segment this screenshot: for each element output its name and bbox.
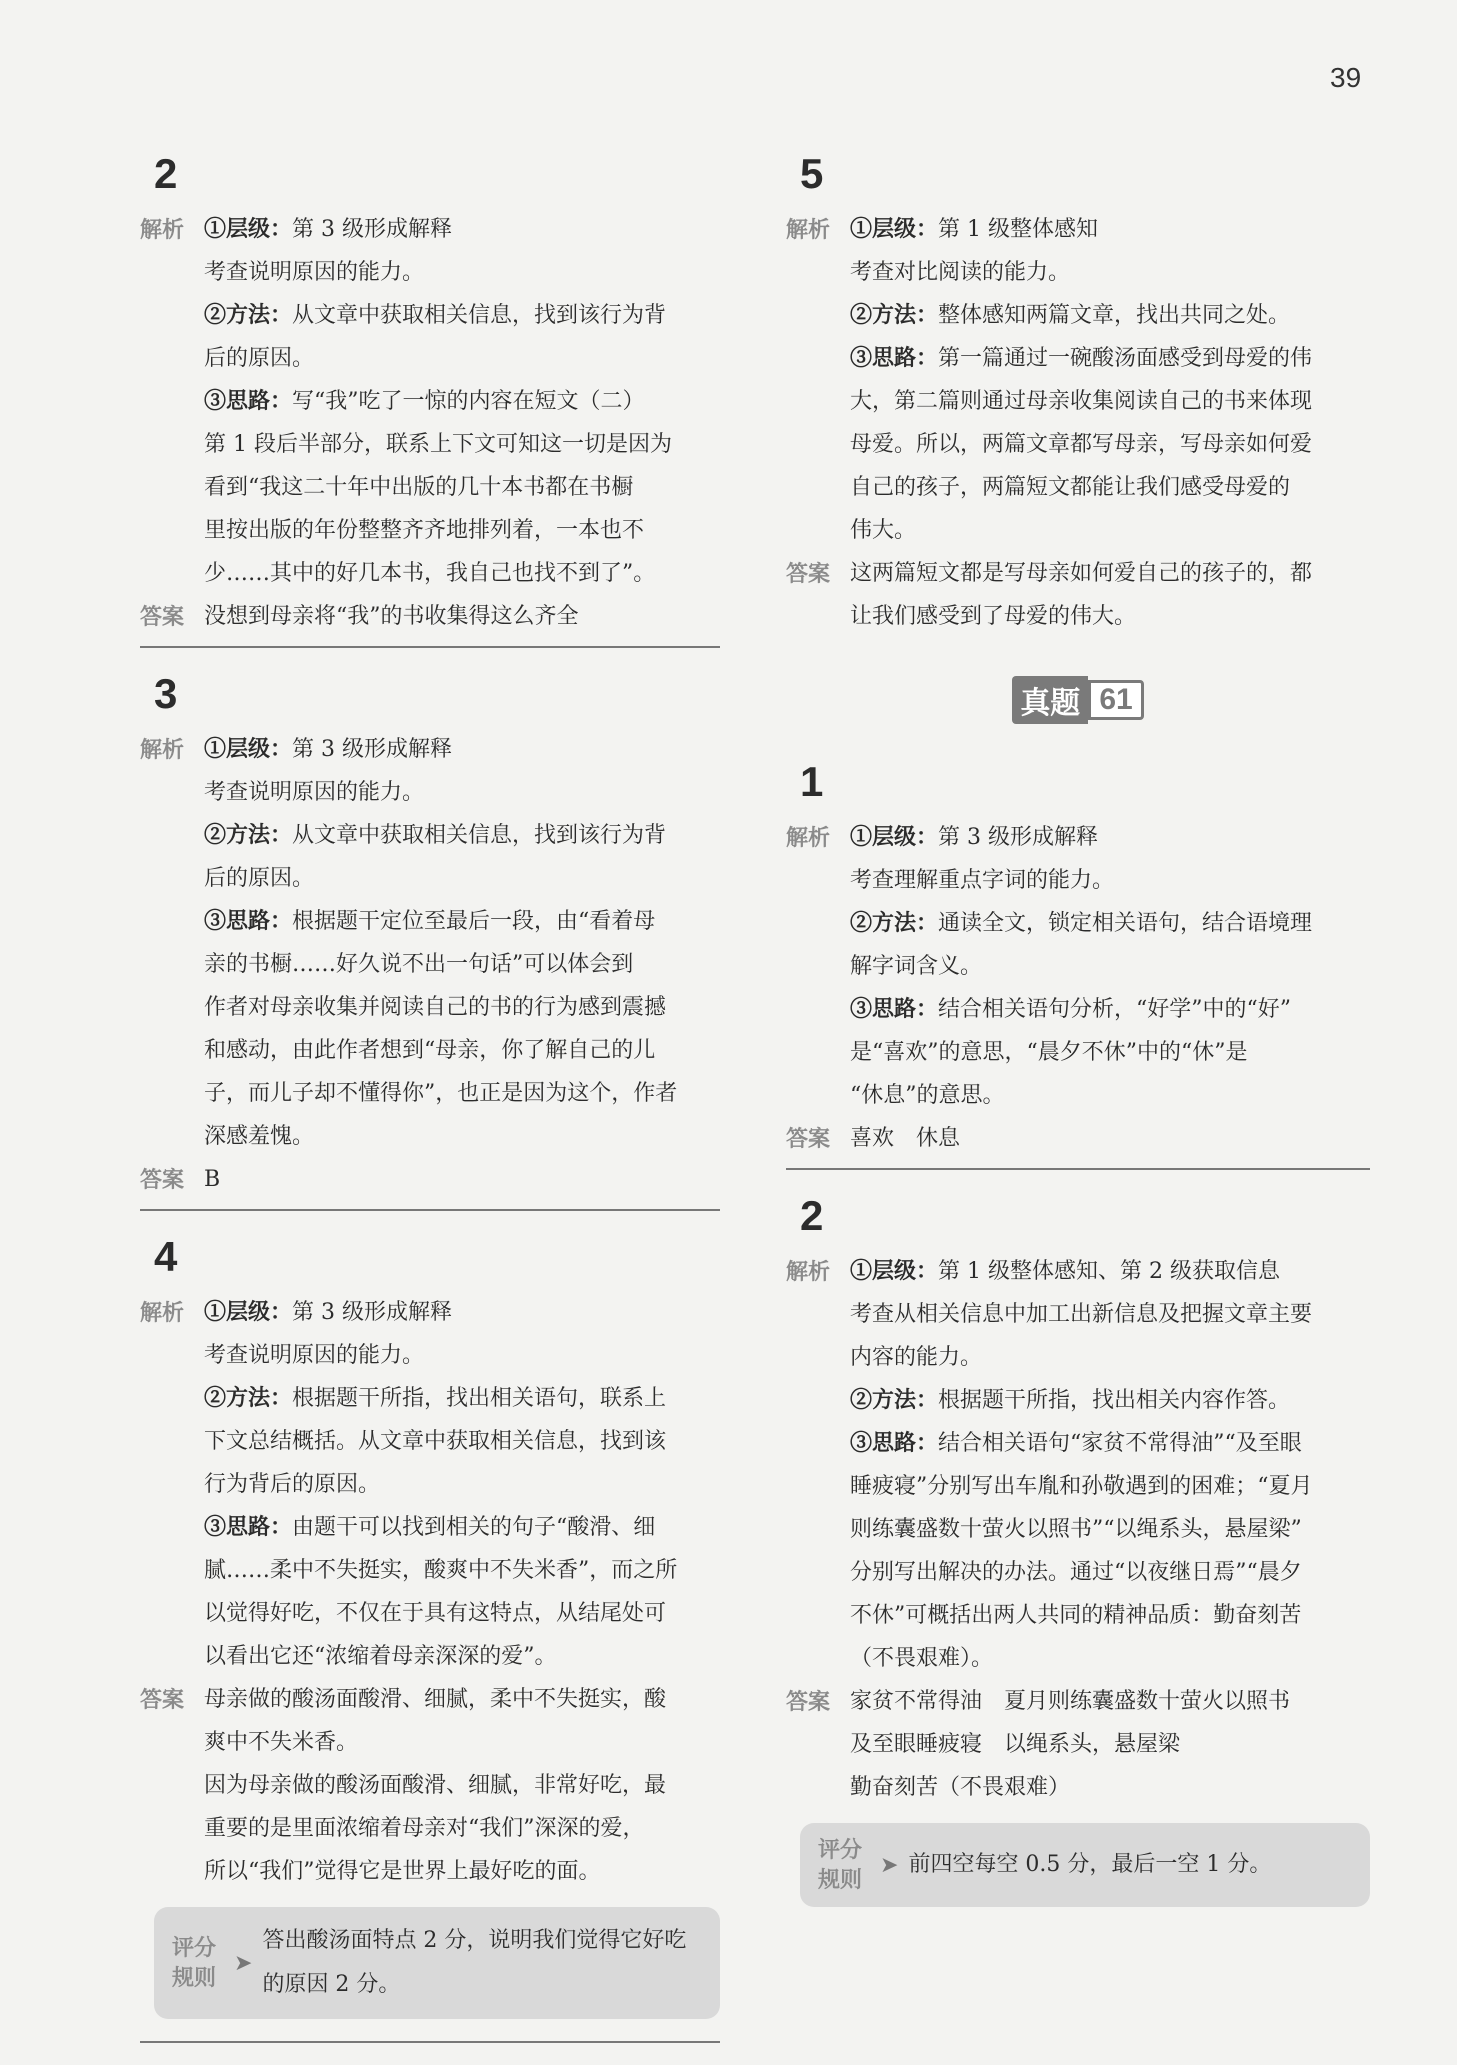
analysis-text: 结合相关语句“家贫不常得油”“及至眼 — [938, 1431, 1302, 1456]
analysis-text: 根据题干定位至最后一段，由“看着母 — [292, 909, 656, 934]
analysis-line — [850, 251, 1370, 294]
analysis-line — [850, 1336, 1370, 1379]
answer-body — [204, 1678, 720, 1893]
analysis-heading: ③思路： — [204, 908, 293, 934]
analysis-line — [850, 294, 1370, 337]
scoring-label-2: 规则 — [818, 1867, 863, 1892]
answer-body — [850, 1117, 1370, 1160]
analysis-text: 母爱。所以，两篇文章都写母亲，写母亲如何爱 — [850, 432, 1313, 457]
analysis-text: 通读全文，锁定相关语句，结合语境理 — [938, 911, 1313, 936]
analysis-line — [850, 1379, 1370, 1422]
analysis-text: 解字词含义。 — [850, 954, 983, 979]
analysis-text: 子，而儿子却不懂得你”，也正是因为这个，作者 — [204, 1081, 678, 1106]
analysis-heading: ②方法： — [850, 910, 939, 936]
analysis-text: 第 1 级整体感知 — [938, 217, 1098, 242]
analysis-line — [204, 900, 720, 943]
text-line: 母亲做的酸汤面酸滑、细腻，柔中不失挺实，酸 — [204, 1687, 667, 1712]
answer-body — [204, 1158, 720, 1201]
analysis-text: 行为背后的原因。 — [204, 1472, 381, 1497]
analysis-text: 由题干可以找到相关的句子“酸滑、细 — [292, 1515, 656, 1540]
question-number: 2 — [800, 1192, 824, 1239]
answer-tag: 答案 — [140, 1167, 185, 1192]
analysis-heading: ③思路： — [850, 345, 939, 371]
analysis-text: 考查理解重点字词的能力。 — [850, 868, 1115, 893]
analysis-line — [850, 1508, 1370, 1551]
analysis-heading: ①层级： — [204, 736, 293, 762]
text-line: 及至眼睡疲寝 以绳系头，悬屋梁 — [850, 1732, 1181, 1757]
analysis-line — [850, 1594, 1370, 1637]
analysis-line — [204, 380, 720, 423]
analysis-body — [204, 728, 720, 1158]
text-line: 让我们感受到了母爱的伟大。 — [850, 604, 1137, 629]
analysis-heading: ①层级： — [204, 216, 293, 242]
analysis-text: 第 3 级形成解释 — [292, 217, 452, 242]
analysis-heading: ②方法： — [204, 302, 293, 328]
analysis-line — [204, 1377, 720, 1420]
question-number: 2 — [154, 150, 178, 197]
analysis-text: 考查说明原因的能力。 — [204, 780, 425, 805]
divider — [786, 1168, 1370, 1170]
analysis-text: 是“喜欢”的意思，“晨夕不休”中的“休”是 — [850, 1040, 1248, 1065]
analysis-line — [850, 423, 1370, 466]
analysis-text: 后的原因。 — [204, 346, 315, 371]
analysis-line — [204, 1592, 720, 1635]
analysis-text: 第 3 级形成解释 — [292, 737, 452, 762]
text-line: 因为母亲做的酸汤面酸滑、细腻，非常好吃，最 — [204, 1773, 667, 1798]
question-2-right — [786, 1192, 1370, 1907]
analysis-line — [204, 1115, 720, 1158]
answer-body — [850, 552, 1370, 638]
analysis-text: 则练囊盛数十萤火以照书”“以绳系头，悬屋梁” — [850, 1517, 1302, 1542]
analysis-text: 第 1 段后半部分，联系上下文可知这一切是因为 — [204, 432, 672, 457]
analysis-heading: ③思路： — [204, 388, 293, 414]
analysis-line — [204, 337, 720, 380]
analysis-text: 不休”可概括出两人共同的精神品质：勤奋刻苦 — [850, 1603, 1302, 1628]
exam-section-header — [786, 676, 1370, 724]
analysis-body — [850, 816, 1370, 1117]
scoring-label-1: 评分 — [172, 1935, 217, 1960]
analysis-body — [850, 1250, 1370, 1680]
analysis-text: 从文章中获取相关信息，找到该行为背 — [292, 303, 667, 328]
answer-tag: 答案 — [140, 1687, 185, 1712]
analysis-text: 从文章中获取相关信息，找到该行为背 — [292, 823, 667, 848]
analysis-text: 根据题干所指，找出相关内容作答。 — [938, 1388, 1291, 1413]
analysis-text: 整体感知两篇文章，找出共同之处。 — [938, 303, 1291, 328]
divider — [140, 1209, 720, 1211]
question-number: 1 — [800, 758, 824, 805]
analysis-heading: ②方法： — [850, 302, 939, 328]
analysis-text: 第 1 级整体感知、第 2 级获取信息 — [938, 1259, 1280, 1284]
analysis-tag: 解析 — [786, 825, 831, 850]
question-3-left — [140, 670, 720, 1211]
question-number: 5 — [800, 150, 824, 197]
analysis-text: 亲的书橱……好久说不出一句话”可以体会到 — [204, 952, 634, 977]
analysis-text: 考查说明原因的能力。 — [204, 260, 425, 285]
analysis-line — [204, 1463, 720, 1506]
analysis-line — [850, 1551, 1370, 1594]
analysis-line — [850, 902, 1370, 945]
analysis-line — [204, 552, 720, 595]
analysis-text: 内容的能力。 — [850, 1345, 983, 1370]
analysis-line — [204, 1029, 720, 1072]
analysis-line — [850, 208, 1370, 251]
text-line: 答出酸汤面特点 2 分，说明我们觉得它好吃 — [262, 1928, 687, 1953]
analysis-heading: ③思路： — [850, 996, 939, 1022]
text-line: 所以“我们”觉得它是世界上最好吃的面。 — [204, 1859, 601, 1884]
analysis-line — [850, 816, 1370, 859]
analysis-text: “休息”的意思。 — [850, 1083, 1005, 1108]
analysis-text: 考查从相关信息中加工出新信息及把握文章主要 — [850, 1302, 1313, 1327]
scoring-rule-text — [908, 1843, 1271, 1887]
analysis-heading: ②方法： — [850, 1387, 939, 1413]
analysis-line — [204, 857, 720, 900]
analysis-text: 睡疲寝”分别写出车胤和孙敬遇到的困难；“夏月 — [850, 1474, 1313, 1499]
analysis-body — [850, 208, 1370, 552]
analysis-text: 自己的孩子，两篇短文都能让我们感受母爱的 — [850, 475, 1291, 500]
analysis-body — [204, 208, 720, 595]
analysis-text: 写“我”吃了一惊的内容在短文（二） — [292, 389, 645, 414]
question-1-right — [786, 758, 1370, 1170]
analysis-line — [850, 337, 1370, 380]
analysis-line — [204, 814, 720, 857]
text-line: 爽中不失米香。 — [204, 1730, 359, 1755]
analysis-text: 以觉得好吃，不仅在于具有这特点，从结尾处可 — [204, 1601, 667, 1626]
analysis-line — [204, 1072, 720, 1115]
analysis-text: 结合相关语句分析，“好学”中的“好” — [938, 997, 1292, 1022]
question-5-right — [786, 150, 1370, 638]
analysis-tag: 解析 — [786, 217, 831, 242]
analysis-heading: ①层级： — [850, 1258, 939, 1284]
analysis-line — [850, 945, 1370, 988]
analysis-text: 伟大。 — [850, 518, 917, 543]
analysis-line — [204, 251, 720, 294]
answer-tag: 答案 — [786, 1689, 831, 1714]
analysis-heading: ①层级： — [850, 824, 939, 850]
analysis-tag: 解析 — [140, 217, 185, 242]
answer-tag: 答案 — [786, 1126, 831, 1151]
text-line: 喜欢 休息 — [850, 1126, 961, 1151]
analysis-tag: 解析 — [140, 737, 185, 762]
text-line: 重要的是里面浓缩着母亲对“我们”深深的爱， — [204, 1816, 645, 1841]
analysis-text: 以看出它还“浓缩着母亲深深的爱”。 — [204, 1644, 557, 1669]
scoring-rule-box — [800, 1823, 1370, 1907]
analysis-line — [204, 943, 720, 986]
analysis-line — [204, 423, 720, 466]
analysis-text: 大，第二篇则通过母亲收集阅读自己的书来体现 — [850, 389, 1313, 414]
analysis-text: 深感羞愧。 — [204, 1124, 315, 1149]
text-line: B — [204, 1167, 221, 1192]
zhenti-label: 真题 — [1012, 676, 1088, 724]
analysis-line — [850, 988, 1370, 1031]
scoring-rule-text — [262, 1919, 686, 2007]
analysis-line — [204, 1549, 720, 1592]
analysis-tag: 解析 — [140, 1300, 185, 1325]
analysis-text: 分别写出解决的办法。通过“以夜继日焉”“晨夕 — [850, 1560, 1302, 1585]
analysis-text: 作者对母亲收集并阅读自己的书的行为感到震撼 — [204, 995, 667, 1020]
analysis-line — [850, 1074, 1370, 1117]
question-4-left — [140, 1233, 720, 2043]
page-number: 39 — [1330, 62, 1362, 93]
text-line: 没想到母亲将“我”的书收集得这么齐全 — [204, 604, 579, 629]
question-2-left — [140, 150, 720, 648]
analysis-line — [850, 859, 1370, 902]
analysis-line — [204, 208, 720, 251]
answer-body — [204, 595, 720, 638]
text-line: 的原因 2 分。 — [262, 1972, 401, 1997]
analysis-line — [204, 728, 720, 771]
analysis-line — [204, 1506, 720, 1549]
analysis-line — [204, 986, 720, 1029]
analysis-line — [204, 1420, 720, 1463]
analysis-line — [850, 380, 1370, 423]
analysis-line — [850, 1293, 1370, 1336]
analysis-line — [850, 1031, 1370, 1074]
analysis-text: 第 3 级形成解释 — [292, 1300, 452, 1325]
analysis-tag: 解析 — [786, 1259, 831, 1284]
zhenti-number: 61 — [1088, 680, 1143, 720]
analysis-heading: ①层级： — [850, 216, 939, 242]
answer-tag: 答案 — [786, 561, 831, 586]
text-line: 勤奋刻苦（不畏艰难） — [850, 1775, 1071, 1800]
question-number: 4 — [154, 1233, 178, 1280]
analysis-line — [204, 1334, 720, 1377]
analysis-line — [850, 466, 1370, 509]
analysis-heading: ②方法： — [204, 1385, 293, 1411]
analysis-line — [204, 1635, 720, 1678]
question-number: 3 — [154, 670, 178, 717]
answer-body — [850, 1680, 1370, 1809]
analysis-line — [204, 509, 720, 552]
arrow-icon: ➤ — [880, 1852, 899, 1878]
analysis-heading: ①层级： — [204, 1299, 293, 1325]
analysis-line — [850, 1637, 1370, 1680]
analysis-body — [204, 1291, 720, 1678]
text-line: 这两篇短文都是写母亲如何爱自己的孩子的，都 — [850, 561, 1313, 586]
analysis-text: 第一篇通过一碗酸汤面感受到母爱的伟 — [938, 346, 1313, 371]
analysis-text: 后的原因。 — [204, 866, 315, 891]
arrow-icon: ➤ — [234, 1950, 253, 1976]
analysis-text: 看到“我这二十年中出版的几十本书都在书橱 — [204, 475, 634, 500]
divider — [140, 2041, 720, 2043]
analysis-heading: ③思路： — [850, 1430, 939, 1456]
text-line: 前四空每空 0.5 分，最后一空 1 分。 — [908, 1852, 1272, 1877]
analysis-text: 考查说明原因的能力。 — [204, 1343, 425, 1368]
analysis-text: 根据题干所指，找出相关语句，联系上 — [292, 1386, 667, 1411]
analysis-text: 考查对比阅读的能力。 — [850, 260, 1071, 285]
analysis-text: 腻……柔中不失挺实，酸爽中不失米香”，而之所 — [204, 1558, 678, 1583]
scoring-label-2: 规则 — [172, 1965, 217, 1990]
text-line: 家贫不常得油 夏月则练囊盛数十萤火以照书 — [850, 1689, 1291, 1714]
analysis-heading: ③思路： — [204, 1514, 293, 1540]
analysis-line — [850, 1422, 1370, 1465]
analysis-heading: ②方法： — [204, 822, 293, 848]
scoring-rule-box — [154, 1907, 720, 2019]
analysis-line — [204, 1291, 720, 1334]
analysis-text: 第 3 级形成解释 — [938, 825, 1098, 850]
scoring-label-1: 评分 — [818, 1837, 863, 1862]
analysis-text: 里按出版的年份整整齐齐地排列着，一本也不 — [204, 518, 645, 543]
analysis-text: 和感动，由此作者想到“母亲，你了解自己的儿 — [204, 1038, 656, 1063]
analysis-line — [850, 1250, 1370, 1293]
analysis-line — [204, 294, 720, 337]
analysis-line — [850, 509, 1370, 552]
answer-tag: 答案 — [140, 604, 185, 629]
analysis-line — [204, 466, 720, 509]
divider — [140, 646, 720, 648]
analysis-text: （不畏艰难）。 — [850, 1646, 994, 1671]
analysis-text: 下文总结概括。从文章中获取相关信息，找到该 — [204, 1429, 667, 1454]
left-column — [140, 150, 720, 2065]
analysis-line — [850, 1465, 1370, 1508]
analysis-text: 少……其中的好几本书，我自己也找不到了”。 — [204, 561, 656, 586]
right-column — [786, 150, 1370, 1907]
analysis-line — [204, 771, 720, 814]
